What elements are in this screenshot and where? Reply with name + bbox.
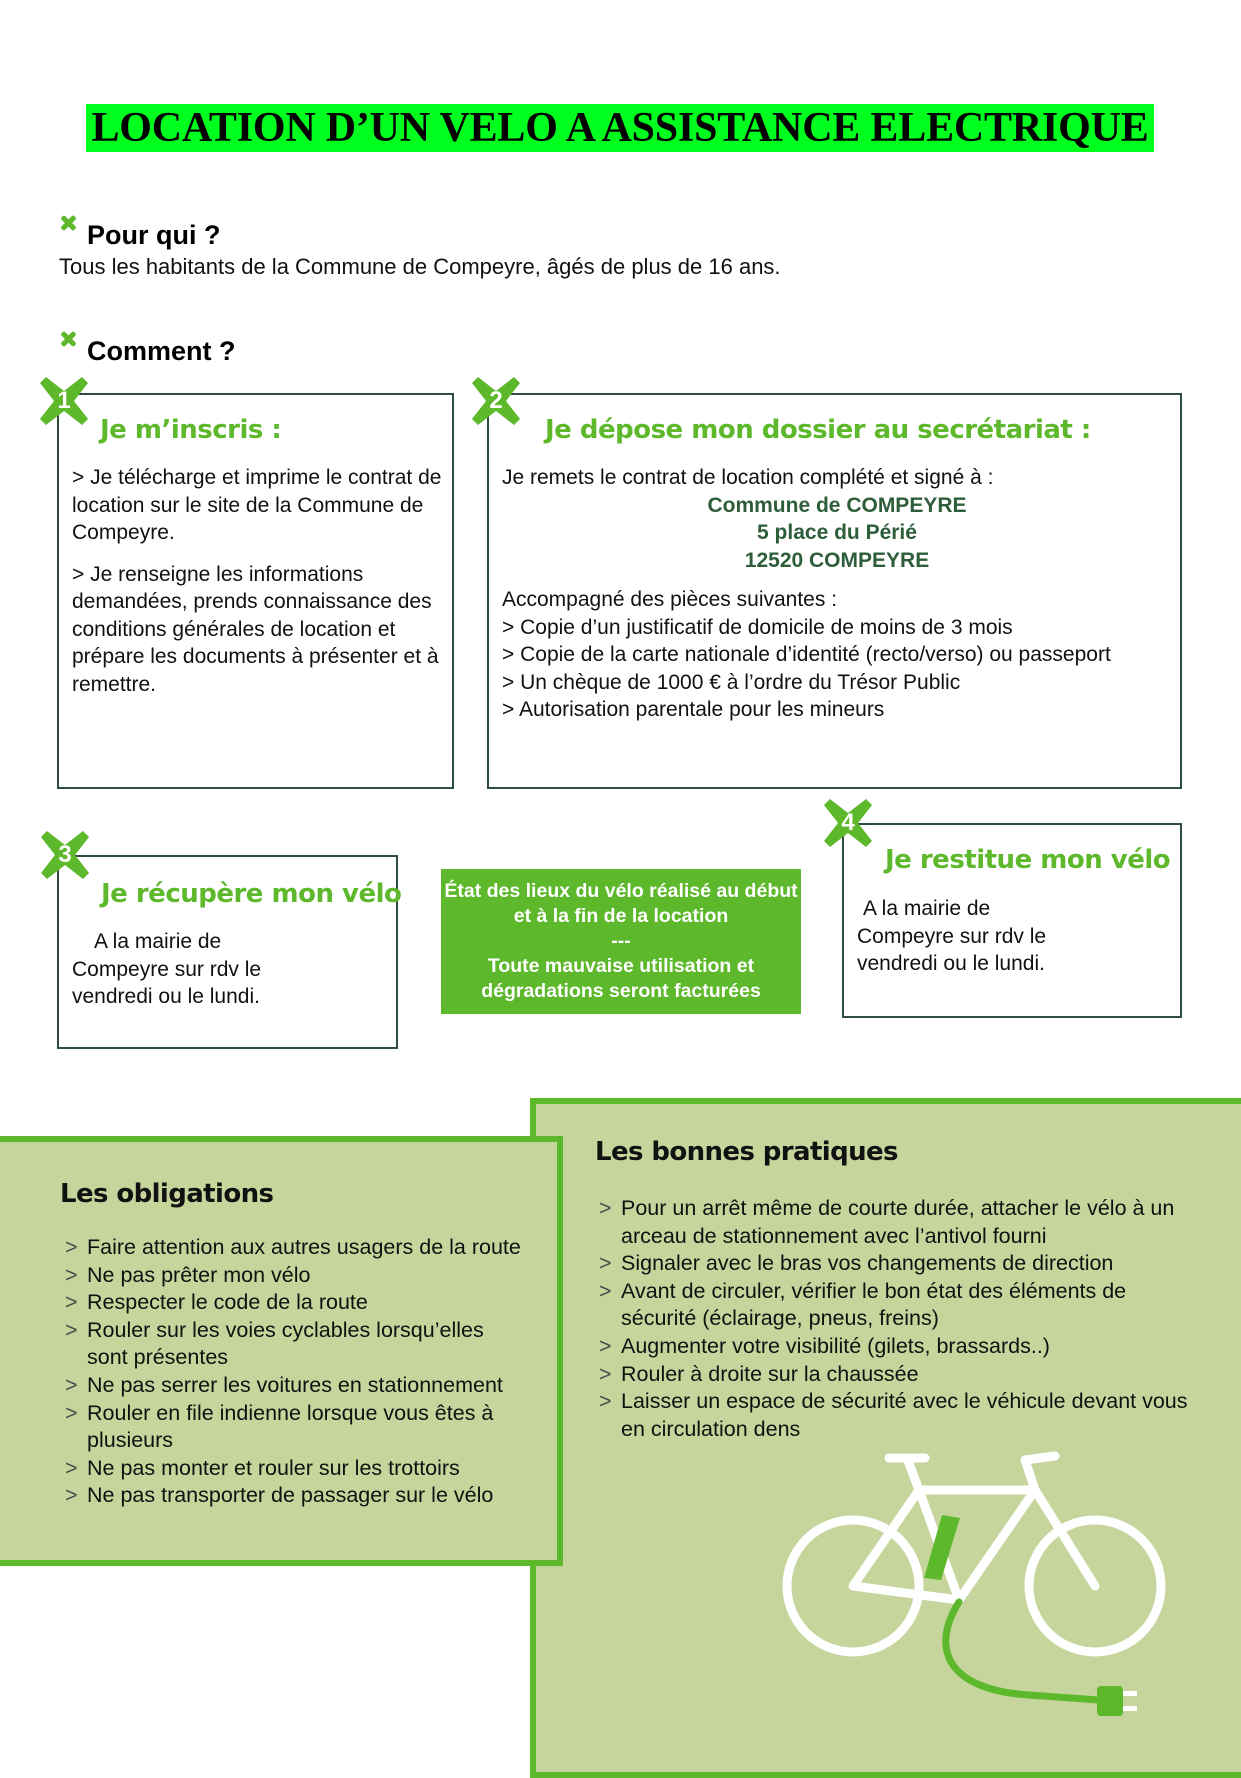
obligations-title: Les obligations [60, 1179, 274, 1209]
address-line: Commune de COMPEYRE [707, 493, 967, 517]
pour-qui-text: Tous les habitants de la Commune de Compeyre, âgés de plus de 16 ans. [59, 254, 781, 279]
step-4-title: Je restitue mon vélo [885, 845, 1171, 875]
list-item: > Laisser un espace de sécurité avec le véhicule devant vous en circulation dens [599, 1389, 1188, 1441]
step-3-title: Je récupère mon vélo [101, 879, 402, 909]
piece-item: > Copie d’un justificatif de domicile de moins de 3 mois [502, 615, 1013, 639]
step-4-number: 4 [841, 809, 855, 836]
step-1-paragraph-2: > Je renseigne les informations demandées, prends connaissance des conditions générales de location et prépare les documents à présenter et à remettre. [72, 562, 439, 696]
cross-bullet-icon [59, 214, 77, 232]
list-item: > Signaler avec le bras vos changements de direction [599, 1251, 1114, 1276]
step-2-box [487, 393, 1182, 789]
list-item: > Respecter le code de la route [65, 1290, 368, 1315]
piece-item: > Un chèque de 1000 € à l’ordre du Trésor Public [502, 670, 961, 694]
step-1-number: 1 [57, 387, 71, 414]
bonnes-pratiques-list [599, 1195, 1189, 1443]
list-item: > Ne pas monter et rouler sur les trottoirs [65, 1455, 460, 1480]
step-2-text [502, 464, 1172, 724]
cross-bullet-icon [59, 330, 77, 348]
list-item: > Pour un arrêt même de courte durée, attacher le vélo à un arceau de stationnement avec l’antivol fourni [599, 1196, 1175, 1248]
bonnes-pratiques-title: Les bonnes pratiques [595, 1137, 898, 1167]
bonnes-pratiques-panel [530, 1098, 1241, 1778]
step-1-box [57, 393, 454, 789]
step-1-title: Je m’inscris : [100, 415, 282, 445]
step-4-text: A la mairie de Compeyre sur rdv le vendredi ou le lundi. [857, 897, 1047, 975]
comment-heading: Comment ? [87, 336, 236, 366]
step-3-badge [41, 831, 89, 879]
address-line: 5 place du Périé [757, 521, 917, 544]
notice-line-1: État des lieux du vélo réalisé au début et à la fin de la location [444, 880, 798, 927]
page-title: LOCATION D’UN VELO A ASSISTANCE ELECTRIQUE [86, 104, 1154, 152]
notice-line-2: Toute mauvaise utilisation et dégradations seront facturées [481, 955, 761, 1002]
step-1-text [72, 464, 442, 698]
step-4-box [842, 823, 1182, 1018]
piece-item: > Autorisation parentale pour les mineurs [502, 698, 885, 721]
list-item: > Ne pas serrer les voitures en stationnement [65, 1372, 503, 1397]
list-item: > Ne pas transporter de passager sur le vélo [65, 1483, 494, 1508]
address-line: 12520 COMPEYRE [744, 548, 930, 572]
step-2-number: 2 [489, 387, 503, 414]
list-item: > Rouler en file indienne lorsque vous êtes à plusieurs [65, 1400, 494, 1453]
list-item: > Rouler sur les voies cyclables lorsqu’elles sont présentes [65, 1317, 484, 1370]
list-item: > Ne pas prêter mon vélo [65, 1262, 311, 1287]
step-3-number: 3 [58, 841, 72, 868]
step-1-badge [40, 377, 88, 425]
step-2-badge [472, 377, 520, 425]
obligations-list [65, 1234, 525, 1510]
notice-banner [441, 869, 801, 1014]
notice-separator: --- [611, 930, 631, 952]
step-4-badge [824, 799, 872, 847]
pour-qui-heading: Pour qui ? [87, 220, 221, 250]
obligations-panel [0, 1136, 563, 1566]
electric-bike-icon [779, 1450, 1209, 1740]
step-1-paragraph-1: > Je télécharge et imprime le contrat de location sur le site de la Commune de Compeyre. [72, 466, 442, 544]
list-item: > Augmenter votre visibilité (gilets, brassards..) [599, 1333, 1050, 1358]
step-2-title: Je dépose mon dossier au secrétariat : [545, 415, 1091, 445]
step-2-intro: Je remets le contrat de location complété et signé à : [502, 466, 994, 489]
pieces-intro: Accompagné des pièces suivantes : [502, 588, 838, 611]
list-item: > Rouler à droite sur la chaussée [599, 1361, 919, 1386]
list-item: > Faire attention aux autres usagers de la route [65, 1235, 521, 1259]
step-3-text: A la mairie de Compeyre sur rdv le vendredi ou le lundi. [72, 930, 262, 1008]
list-item: > Avant de circuler, vérifier le bon état des éléments de sécurité (éclairage, pneus, freins) [599, 1278, 1127, 1331]
step-3-box [57, 855, 402, 1049]
piece-item: > Copie de la carte nationale d’identité (recto/verso) ou passeport [502, 643, 1111, 666]
